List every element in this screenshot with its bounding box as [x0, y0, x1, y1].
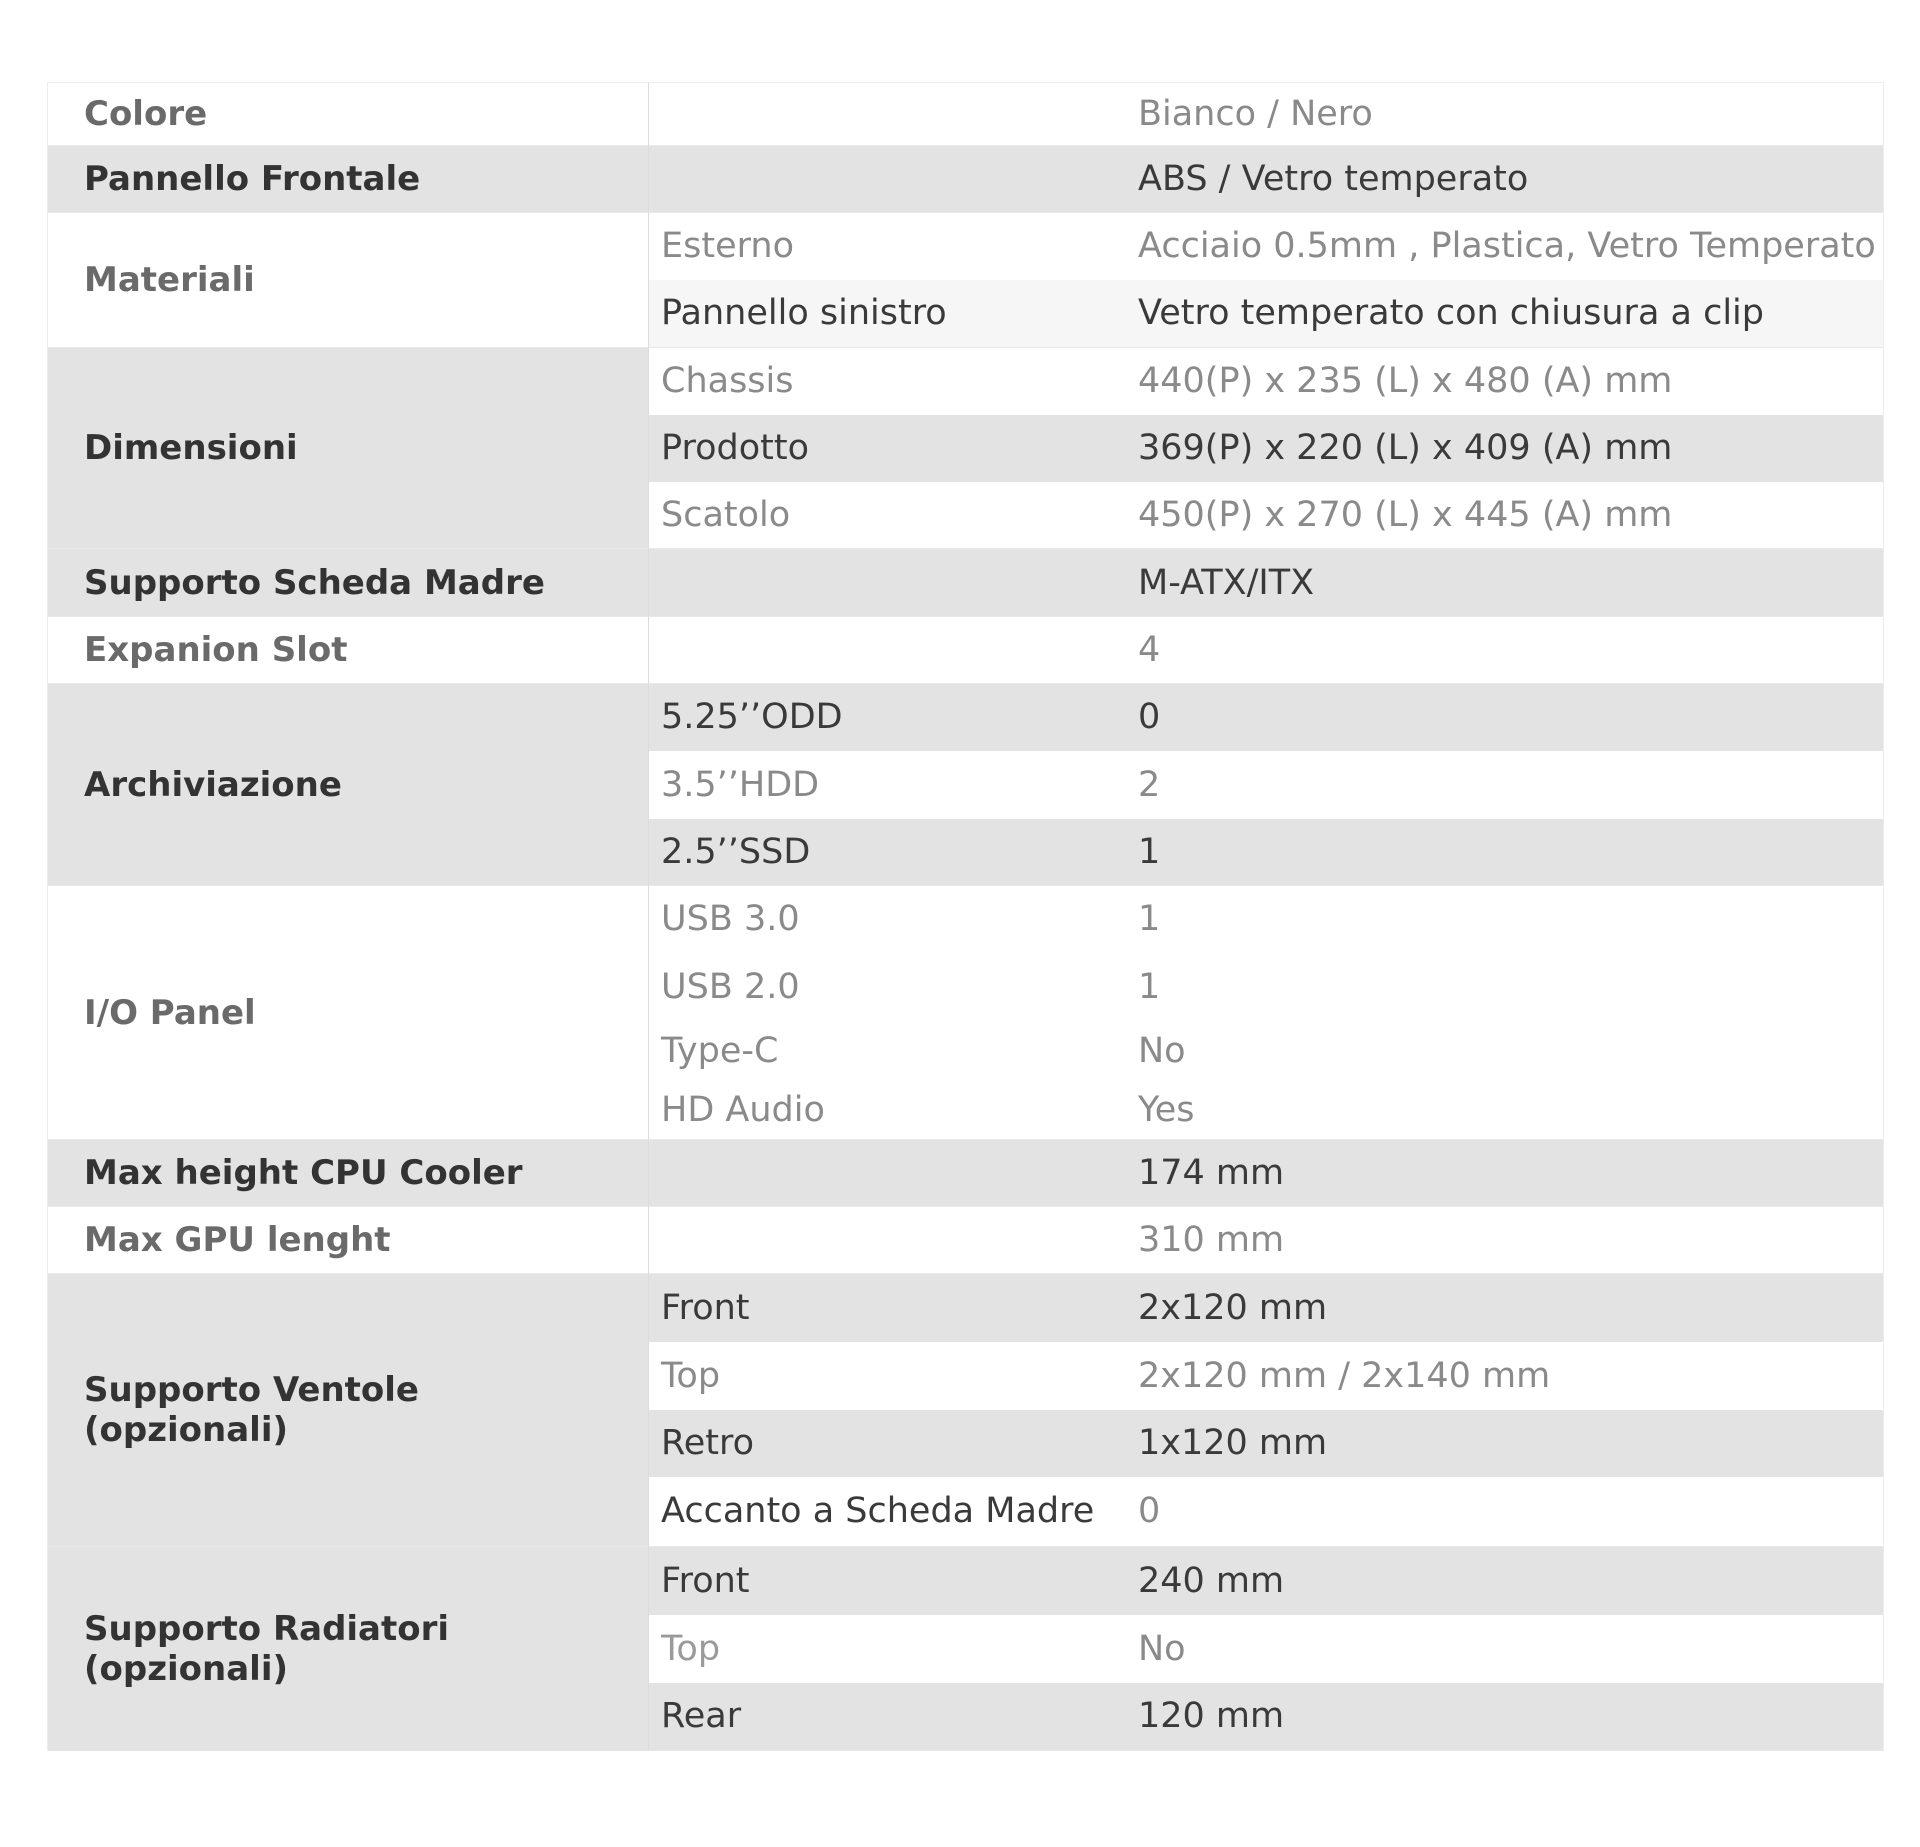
row-sub-usb3: USB 3.0 — [649, 886, 1139, 953]
row-sub-radiatori-top: Top — [649, 1615, 1139, 1683]
row-sub-odd: 5.25’’ODD — [649, 684, 1139, 751]
row-sub-ssd: 2.5’’SSD — [649, 819, 1139, 886]
table-row — [48, 1207, 1884, 1274]
row-sub-ventole-accanto: Accanto a Scheda Madre — [649, 1477, 1139, 1547]
row-label-io-panel: I/O Panel — [48, 886, 649, 1140]
row-value-hd-audio: Yes — [1138, 1081, 1884, 1140]
label-line: Supporto Radiatori — [84, 1608, 450, 1649]
row-label-max-gpu: Max GPU lenght — [48, 1207, 649, 1274]
spec-table — [47, 82, 1884, 1751]
row-sub-typec: Type-C — [649, 1021, 1139, 1081]
row-value-ventole-front: 2x120 mm — [1138, 1274, 1884, 1342]
table-row — [48, 886, 1884, 953]
row-sub-empty — [649, 1207, 1139, 1274]
row-sub-empty — [649, 1140, 1139, 1207]
row-value-chassis: 440(P) x 235 (L) x 480 (A) mm — [1138, 348, 1884, 415]
table-row — [48, 1274, 1884, 1342]
table-row — [48, 617, 1884, 684]
row-label-max-cpu-cooler: Max height CPU Cooler — [48, 1140, 649, 1207]
row-label-supporto-ventole — [48, 1274, 649, 1547]
row-value-radiatori-rear: 120 mm — [1138, 1683, 1884, 1751]
row-sub-usb2: USB 2.0 — [649, 953, 1139, 1021]
label-line: (opzionali) — [84, 1648, 289, 1689]
label-line: (opzionali) — [84, 1410, 289, 1450]
row-value-supporto-scheda-madre: M-ATX/ITX — [1138, 549, 1884, 617]
row-sub-radiatori-rear: Rear — [649, 1683, 1139, 1751]
table-row — [48, 146, 1884, 213]
table-row — [48, 1140, 1884, 1207]
row-sub-ventole-retro: Retro — [649, 1410, 1139, 1477]
table-row — [48, 83, 1884, 146]
row-sub-prodotto: Prodotto — [649, 415, 1139, 482]
row-value-radiatori-front: 240 mm — [1138, 1547, 1884, 1615]
row-value-scatolo: 450(P) x 270 (L) x 445 (A) mm — [1138, 482, 1884, 549]
row-sub-empty — [649, 83, 1139, 146]
row-value-ventole-accanto: 0 — [1138, 1477, 1884, 1547]
row-label-supporto-scheda-madre: Supporto Scheda Madre — [48, 549, 649, 617]
row-label-colore: Colore — [48, 83, 649, 146]
row-sub-scatolo: Scatolo — [649, 482, 1139, 549]
row-value-ssd: 1 — [1138, 819, 1884, 886]
row-sub-pannello-sinistro: Pannello sinistro — [649, 280, 1139, 348]
row-sub-ventole-front: Front — [649, 1274, 1139, 1342]
row-label-dimensioni: Dimensioni — [48, 348, 649, 549]
row-value-usb3: 1 — [1138, 886, 1884, 953]
row-label-archiviazione: Archiviazione — [48, 684, 649, 886]
row-value-pannello-frontale: ABS / Vetro temperato — [1138, 146, 1884, 213]
row-value-hdd: 2 — [1138, 751, 1884, 819]
row-value-radiatori-top: No — [1138, 1615, 1884, 1683]
row-label-supporto-radiatori — [48, 1547, 649, 1751]
table-row — [48, 684, 1884, 751]
row-value-usb2: 1 — [1138, 953, 1884, 1021]
table-row — [48, 348, 1884, 415]
row-label-expansion-slot: Expanion Slot — [48, 617, 649, 684]
row-value-expansion-slot: 4 — [1138, 617, 1884, 684]
row-sub-radiatori-front: Front — [649, 1547, 1139, 1615]
row-value-ventole-retro: 1x120 mm — [1138, 1410, 1884, 1477]
row-label-materiali: Materiali — [48, 213, 649, 348]
row-sub-esterno: Esterno — [649, 213, 1139, 280]
row-value-colore: Bianco / Nero — [1138, 83, 1884, 146]
label-line: Supporto Ventole — [84, 1370, 419, 1410]
row-value-odd: 0 — [1138, 684, 1884, 751]
row-value-prodotto: 369(P) x 220 (L) x 409 (A) mm — [1138, 415, 1884, 482]
table-row — [48, 549, 1884, 617]
row-sub-chassis: Chassis — [649, 348, 1139, 415]
row-sub-hdd: 3.5’’HDD — [649, 751, 1139, 819]
row-value-esterno: Acciaio 0.5mm , Plastica, Vetro Temperato — [1138, 213, 1884, 280]
row-value-pannello-sinistro: Vetro temperato con chiusura a clip — [1138, 280, 1884, 348]
row-value-ventole-top: 2x120 mm / 2x140 mm — [1138, 1342, 1884, 1410]
row-value-typec: No — [1138, 1021, 1884, 1081]
table-row — [48, 213, 1884, 280]
row-sub-empty — [649, 146, 1139, 213]
row-sub-ventole-top: Top — [649, 1342, 1139, 1410]
table-row — [48, 1547, 1884, 1615]
row-value-max-cpu-cooler: 174 mm — [1138, 1140, 1884, 1207]
row-sub-empty — [649, 617, 1139, 684]
row-sub-empty — [649, 549, 1139, 617]
row-sub-hd-audio: HD Audio — [649, 1081, 1139, 1140]
row-label-pannello-frontale: Pannello Frontale — [48, 146, 649, 213]
row-value-max-gpu: 310 mm — [1138, 1207, 1884, 1274]
